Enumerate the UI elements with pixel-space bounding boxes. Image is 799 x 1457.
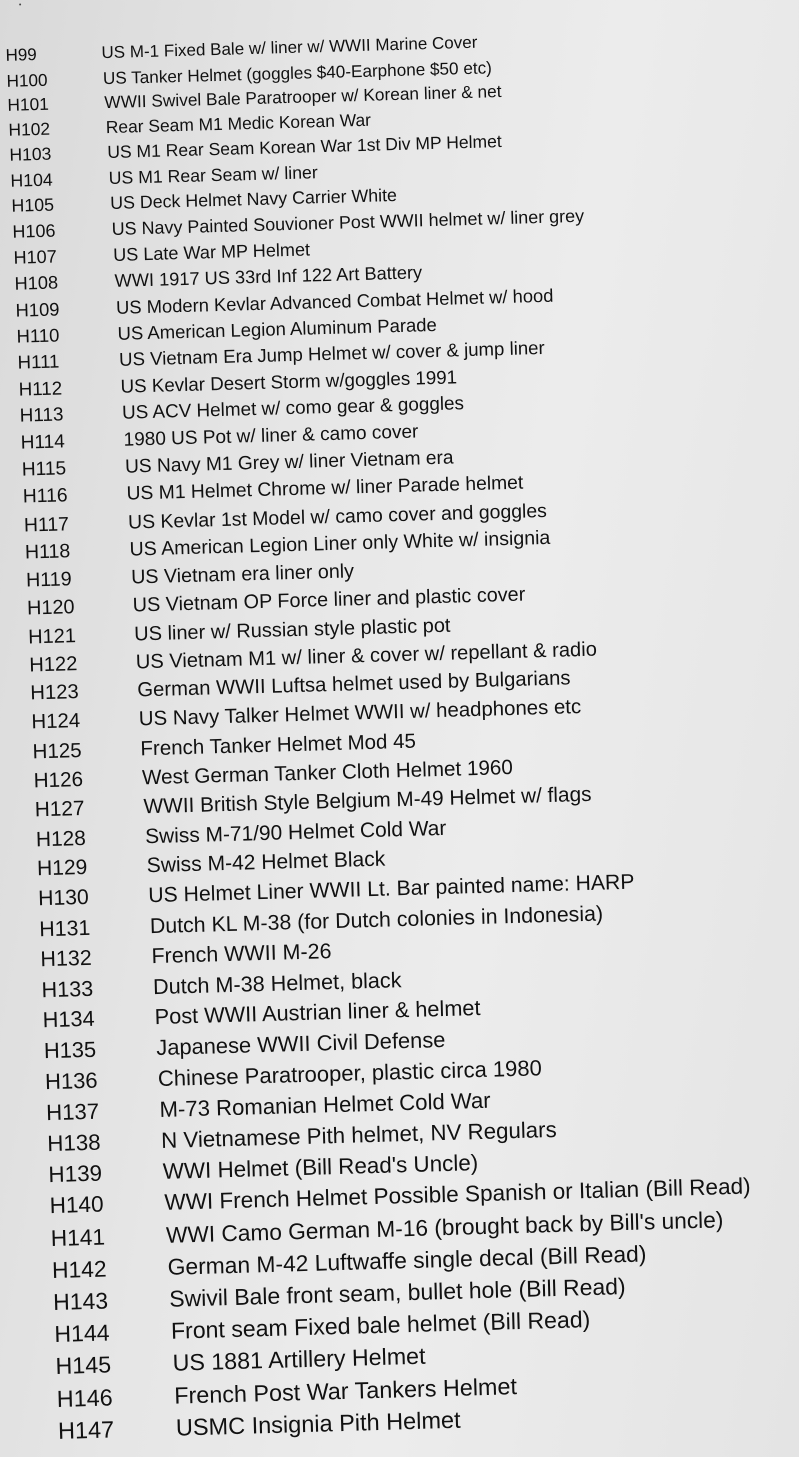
item-code: H103 (9, 144, 52, 166)
item-code: H134 (42, 1006, 95, 1033)
item-description: WWII Swivel Bale Paratrooper w/ Korean liner & net (104, 81, 502, 113)
item-code: H102 (8, 118, 51, 141)
item-description: French WWII M-26 (151, 938, 332, 968)
item-description: 1980 US Pot w/ liner & camo cover (123, 421, 419, 451)
item-code: H117 (23, 513, 70, 537)
item-code: H111 (17, 350, 60, 374)
item-description: West German Tanker Cloth Helmet 1960 (141, 755, 514, 790)
item-description: WWI Helmet (Bill Read's Uncle) (162, 1150, 479, 1184)
item-description: US Vietnam OP Force liner and plastic cover (132, 583, 526, 617)
item-description: US M1 Rear Seam w/ liner (108, 161, 318, 188)
item-description: French Post War Tankers Helmet (173, 1372, 518, 1409)
item-description: US Vietnam era liner only (130, 560, 355, 589)
item-code: H107 (13, 246, 57, 268)
item-code: H124 (31, 710, 81, 734)
item-description: Chinese Paratrooper, plastic circa 1980 (157, 1055, 543, 1091)
item-description: US 1881 Artillery Helmet (172, 1342, 426, 1376)
item-code: H146 (56, 1383, 113, 1412)
item-description: US Late War MP Helmet (112, 238, 311, 265)
item-code: H119 (25, 568, 72, 592)
item-description: German M-42 Luftwaffe single decal (Bill Read) (167, 1240, 647, 1280)
item-code: H122 (28, 652, 78, 677)
item-code: H114 (20, 431, 66, 454)
item-code: H129 (36, 855, 88, 881)
item-description: US M1 Rear Seam Korean War 1st Div MP Helmet (107, 131, 502, 163)
item-description: Swivil Bale front seam, bullet hole (Bill Read) (168, 1272, 626, 1312)
paper-speck (19, 3, 21, 5)
item-description: Dutch M-38 Helmet, black (152, 967, 402, 1000)
item-description: US American Legion Liner only White w/ insignia (129, 527, 551, 562)
item-code: H130 (37, 885, 90, 911)
item-code: H112 (18, 377, 63, 400)
item-code: H145 (55, 1351, 112, 1380)
item-description: US American Legion Aluminum Parade (117, 313, 438, 344)
item-code: H137 (45, 1098, 100, 1125)
item-code: H115 (21, 458, 67, 481)
item-description: USMC Insignia Pith Helmet (175, 1406, 461, 1441)
item-description: US Kevlar 1st Model w/ camo cover and goggles (127, 499, 548, 534)
item-code: H121 (27, 624, 77, 648)
item-description: US Navy M1 Grey w/ liner Vietnam era (124, 447, 454, 478)
helmet-inventory-list (5, 24, 799, 1451)
item-code: H110 (16, 324, 60, 347)
item-code: H123 (30, 681, 80, 705)
item-description: Japanese WWII Civil Defense (155, 1026, 446, 1061)
item-code: H100 (6, 69, 48, 91)
item-code: H136 (44, 1067, 98, 1094)
item-description: WWI 1917 US 33rd Inf 122 Art Battery (114, 261, 423, 291)
item-code: H125 (32, 738, 82, 764)
item-code: H105 (11, 194, 55, 216)
item-code: H113 (19, 404, 64, 427)
item-description: Front seam Fixed bale helmet (Bill Read) (170, 1305, 591, 1344)
item-code: H118 (24, 540, 71, 564)
item-code: H143 (52, 1287, 109, 1315)
item-description: US M1 Helmet Chrome w/ liner Parade helmet (126, 472, 524, 505)
item-description: US M-1 Fixed Bale w/ liner w/ WWII Marine Cover (101, 32, 478, 63)
item-description: US Deck Helmet Navy Carrier White (109, 185, 398, 214)
item-description: French Tanker Helmet Mod 45 (140, 729, 417, 761)
item-code: H106 (12, 220, 56, 242)
item-description: Swiss M-71/90 Helmet Cold War (144, 816, 447, 848)
item-code: H104 (10, 169, 53, 191)
item-description: WWI French Helmet Possible Spanish or Italian (Bill Read) (164, 1173, 751, 1216)
item-code: H127 (34, 797, 85, 822)
item-code: H116 (22, 485, 68, 508)
item-code: H142 (51, 1255, 107, 1283)
item-code: H101 (7, 94, 50, 116)
item-description: US Kevlar Desert Storm w/goggles 1991 (120, 366, 458, 397)
item-code: H131 (38, 915, 91, 941)
item-code: H138 (46, 1129, 101, 1156)
item-description: Post WWII Austrian liner & helmet (154, 995, 481, 1030)
item-code: H147 (57, 1416, 115, 1445)
item-description: US liner w/ Russian style plastic pot (133, 614, 451, 646)
item-code: H140 (49, 1191, 104, 1219)
item-description: US Navy Talker Helmet WWII w/ headphones etc (138, 696, 582, 731)
item-description: US Navy Painted Souvioner Post WWII helmet w/ liner grey (111, 205, 585, 239)
item-description: US Vietnam M1 w/ liner & cover w/ repellant & radio (135, 638, 598, 674)
item-code: H141 (50, 1223, 106, 1252)
item-description: Rear Seam M1 Medic Korean War (105, 109, 372, 138)
item-code: H139 (48, 1160, 103, 1188)
item-description: WWI Camo German M-16 (brought back by Bill's uncle) (165, 1206, 724, 1248)
item-description: US Vietnam Era Jump Helmet w/ cover & jump liner (118, 337, 545, 371)
item-description: German WWII Luftsa helmet used by Bulgarians (137, 667, 571, 702)
item-code: H144 (54, 1319, 110, 1347)
item-description: US Tanker Helmet (goggles $40-Earphone $50 etc) (102, 56, 493, 88)
item-code: H128 (35, 826, 87, 851)
item-code: H109 (15, 298, 60, 321)
item-description: M-73 Romanian Helmet Cold War (159, 1087, 491, 1122)
item-code: H108 (14, 271, 59, 294)
item-description: N Vietnamese Pith helmet, NV Regulars (160, 1116, 557, 1153)
item-code: H126 (33, 767, 84, 793)
item-code: H132 (40, 945, 93, 972)
item-description: Dutch KL M-38 (for Dutch colonies in Indonesia) (149, 901, 604, 938)
item-code: H135 (43, 1036, 97, 1064)
item-code: H120 (26, 596, 75, 620)
item-description: Swiss M-42 Helmet Black (146, 847, 386, 878)
item-description: US Helmet Liner WWII Lt. Bar painted name: HARP (147, 870, 635, 908)
item-description: WWII British Style Belgium M-49 Helmet w/ flags (143, 782, 592, 819)
item-code: H99 (5, 44, 37, 65)
item-description: US ACV Helmet w/ como gear & goggles (121, 393, 465, 424)
item-description: US Modern Kevlar Advanced Combat Helmet w/ hood (115, 284, 554, 318)
item-code: H133 (41, 975, 94, 1003)
